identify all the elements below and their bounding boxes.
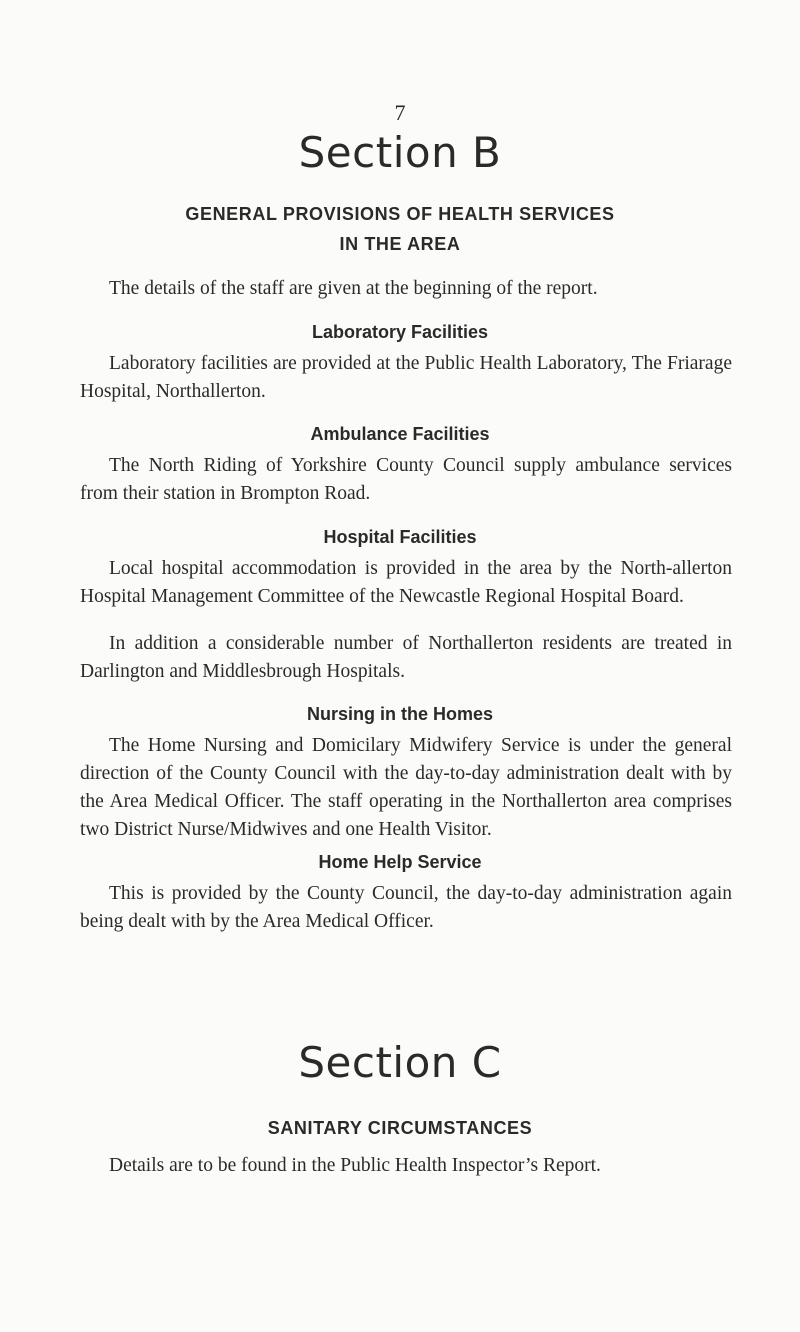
- hospital-text-1: Local hospital accommodation is provided in the area by the North-allerton Hospital Management Committee of the Newcastle Regional Hospital Board.: [80, 558, 732, 607]
- ambulance-heading: Ambulance Facilities: [310, 424, 490, 444]
- laboratory-text: Laboratory facilities are provided at the Public Health Laboratory, The Friarage Hospital, Northallerton.: [80, 353, 732, 402]
- section-c-title: Section C: [298, 1038, 502, 1087]
- section-b-title: Section B: [298, 128, 502, 177]
- page-number: 7: [394, 100, 406, 125]
- home-help-text: This is provided by the County Council, the day-to-day administration again being dealt with by the Area Medical Officer.: [80, 883, 732, 932]
- nursing-text: The Home Nursing and Domicilary Midwifery Service is under the general direction of the County Council with the day-to-day administration dealt with by the Area Medical Officer. The staff operating in the Northallerton area comprises two District Nurse/Midwives and one Health Visitor.: [80, 735, 732, 840]
- hospital-heading: Hospital Facilities: [323, 527, 477, 547]
- home-help-heading: Home Help Service: [318, 852, 482, 872]
- section-c-heading: SANITARY CIRCUMSTANCES: [267, 1118, 533, 1138]
- section-b-heading-line2: IN THE AREA: [339, 234, 461, 254]
- nursing-heading: Nursing in the Homes: [306, 704, 494, 724]
- section-b-heading-line1: GENERAL PROVISIONS OF HEALTH SERVICES: [185, 204, 615, 224]
- hospital-text-2: In addition a considerable number of Northallerton residents are treated in Darlington and Middlesbrough Hospitals.: [80, 633, 732, 682]
- section-b-intro: The details of the staff are given at the beginning of the report.: [109, 278, 598, 299]
- laboratory-heading: Laboratory Facilities: [311, 322, 489, 342]
- ambulance-text: The North Riding of Yorkshire County Council supply ambulance services from their station in Brompton Road.: [80, 455, 732, 504]
- section-c-text: Details are to be found in the Public Health Inspector’s Report.: [109, 1155, 601, 1176]
